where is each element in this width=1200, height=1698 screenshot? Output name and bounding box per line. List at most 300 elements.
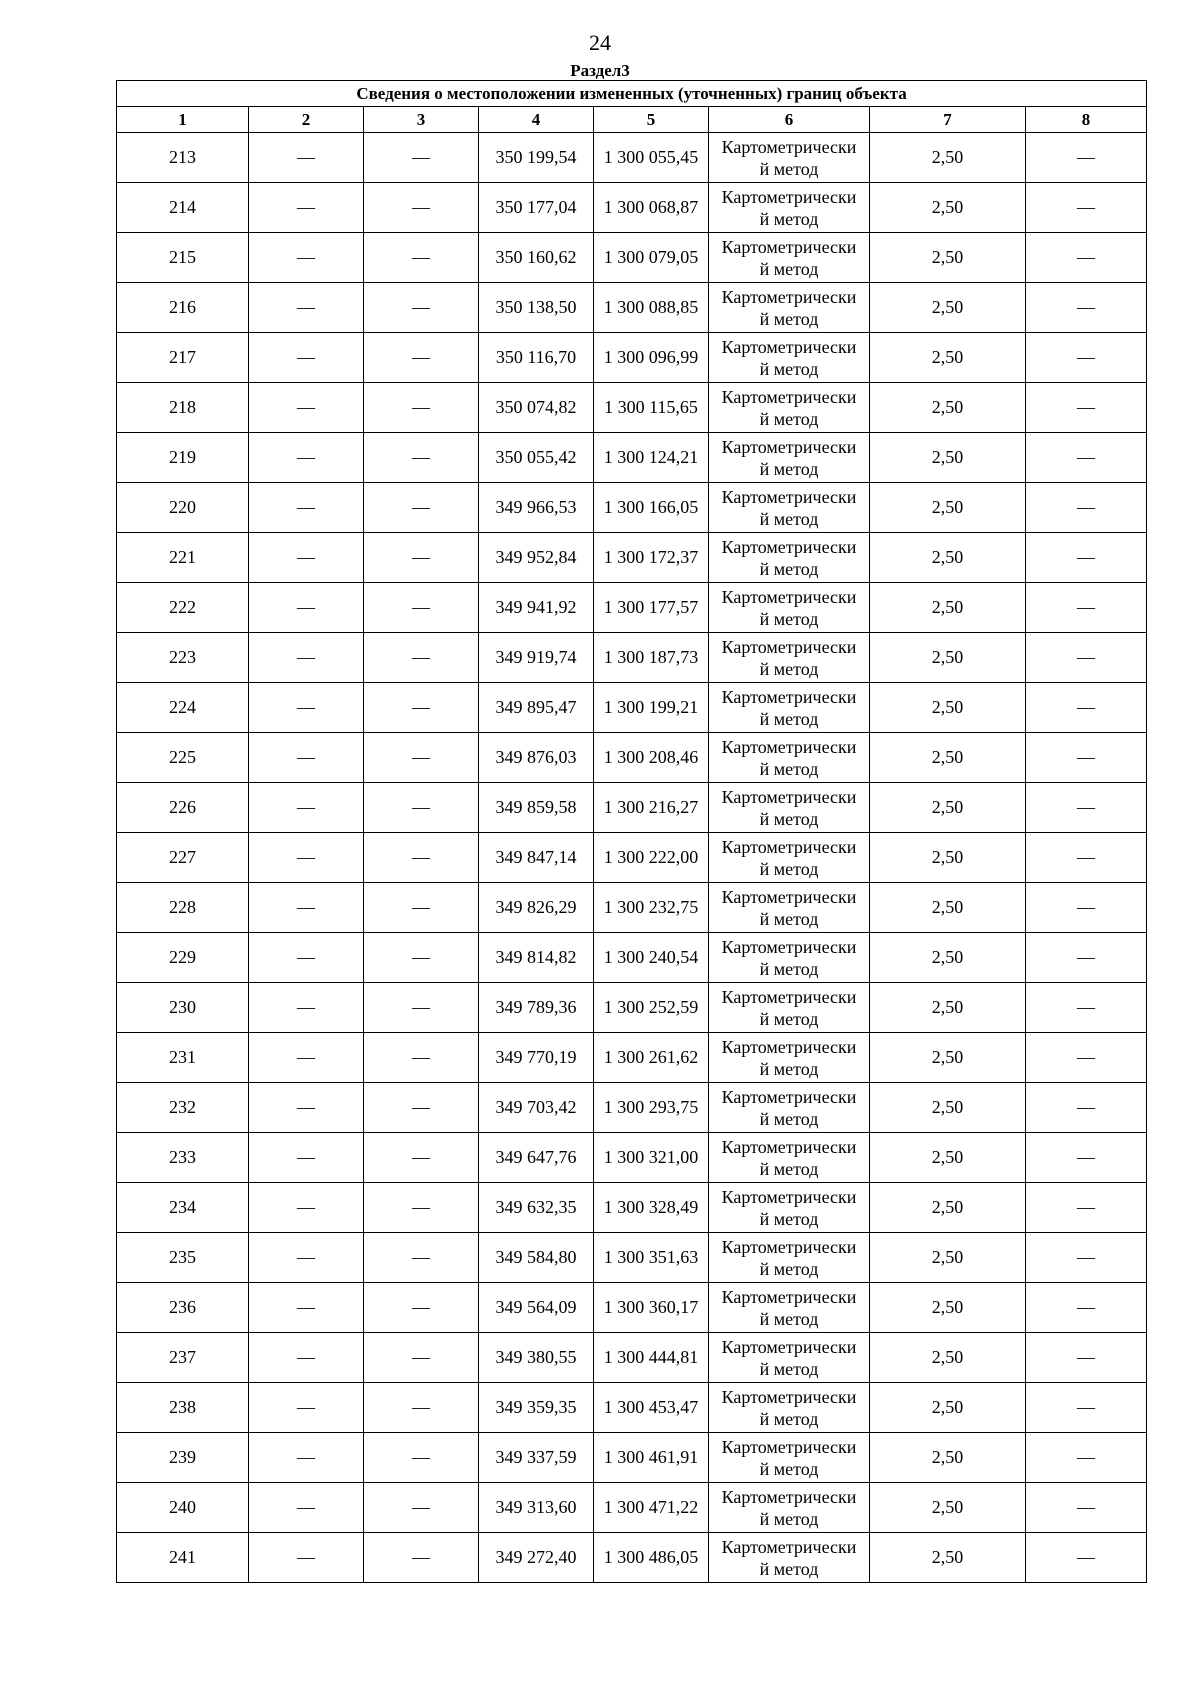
method-cell bbox=[709, 533, 870, 583]
method-text-line-1: Картометрически bbox=[721, 636, 857, 657]
coordinate-y-cell: 1 300 261,62 bbox=[594, 1033, 709, 1083]
coordinate-x-cell: 349 770,19 bbox=[479, 1033, 594, 1083]
column-3-cell: — bbox=[364, 133, 479, 183]
column-3-cell: — bbox=[364, 183, 479, 233]
table-row bbox=[117, 983, 1147, 1033]
accuracy-cell: 2,50 bbox=[870, 233, 1026, 283]
column-2-cell: — bbox=[249, 683, 364, 733]
coordinate-y-cell: 1 300 208,46 bbox=[594, 733, 709, 783]
method-text-line-1: Картометрически bbox=[721, 136, 857, 157]
coordinate-y-cell: 1 300 187,73 bbox=[594, 633, 709, 683]
method-text-line-2: й метод bbox=[759, 1358, 819, 1379]
column-3-cell: — bbox=[364, 1533, 479, 1583]
table-row bbox=[117, 583, 1147, 633]
coordinate-x-cell: 350 138,50 bbox=[479, 283, 594, 333]
coordinate-x-cell: 350 055,42 bbox=[479, 433, 594, 483]
coordinate-x-cell: 349 919,74 bbox=[479, 633, 594, 683]
column-3-cell: — bbox=[364, 283, 479, 333]
method-cell bbox=[709, 333, 870, 383]
column-8-cell: — bbox=[1026, 1533, 1147, 1583]
column-number: 7 bbox=[870, 107, 1026, 133]
coordinate-y-cell: 1 300 360,17 bbox=[594, 1283, 709, 1333]
point-number-cell: 214 bbox=[117, 183, 249, 233]
column-8-cell: — bbox=[1026, 1383, 1147, 1433]
table-row bbox=[117, 383, 1147, 433]
point-number-cell: 220 bbox=[117, 483, 249, 533]
point-number-cell: 221 bbox=[117, 533, 249, 583]
method-text-line-1: Картометрически bbox=[721, 286, 857, 307]
column-2-cell: — bbox=[249, 933, 364, 983]
coordinate-x-cell: 349 826,29 bbox=[479, 883, 594, 933]
method-cell bbox=[709, 383, 870, 433]
column-8-cell: — bbox=[1026, 183, 1147, 233]
method-cell bbox=[709, 583, 870, 633]
accuracy-cell: 2,50 bbox=[870, 683, 1026, 733]
method-text-line-2: й метод bbox=[759, 458, 819, 479]
coordinate-y-cell: 1 300 232,75 bbox=[594, 883, 709, 933]
table-row bbox=[117, 933, 1147, 983]
column-3-cell: — bbox=[364, 483, 479, 533]
column-3-cell: — bbox=[364, 1033, 479, 1083]
column-2-cell: — bbox=[249, 283, 364, 333]
table-caption-row bbox=[117, 81, 1147, 107]
accuracy-cell: 2,50 bbox=[870, 333, 1026, 383]
column-3-cell: — bbox=[364, 733, 479, 783]
accuracy-cell: 2,50 bbox=[870, 383, 1026, 433]
method-text-line-1: Картометрически bbox=[721, 1236, 857, 1257]
coordinate-y-cell: 1 300 055,45 bbox=[594, 133, 709, 183]
method-text-line-1: Картометрически bbox=[721, 1036, 857, 1057]
accuracy-cell: 2,50 bbox=[870, 133, 1026, 183]
coordinate-y-cell: 1 300 444,81 bbox=[594, 1333, 709, 1383]
page-number: 24 bbox=[589, 30, 611, 55]
method-cell bbox=[709, 433, 870, 483]
column-8-cell: — bbox=[1026, 333, 1147, 383]
column-numbers-row bbox=[117, 107, 1147, 133]
point-number-cell: 241 bbox=[117, 1533, 249, 1583]
column-3-cell: — bbox=[364, 383, 479, 433]
column-2-cell: — bbox=[249, 533, 364, 583]
point-number-cell: 223 bbox=[117, 633, 249, 683]
method-text-line-2: й метод bbox=[759, 1558, 819, 1579]
method-text-line-1: Картометрически bbox=[721, 436, 857, 457]
coordinate-x-cell: 349 337,59 bbox=[479, 1433, 594, 1483]
column-8-cell: — bbox=[1026, 1083, 1147, 1133]
column-2-cell: — bbox=[249, 1083, 364, 1133]
table-row bbox=[117, 1083, 1147, 1133]
coordinate-x-cell: 350 199,54 bbox=[479, 133, 594, 183]
table-row bbox=[117, 1133, 1147, 1183]
column-3-cell: — bbox=[364, 883, 479, 933]
method-text-line-2: й метод bbox=[759, 508, 819, 529]
method-text-line-1: Картометрически bbox=[721, 786, 857, 807]
point-number-cell: 225 bbox=[117, 733, 249, 783]
method-text-line-2: й метод bbox=[759, 1058, 819, 1079]
method-cell bbox=[709, 783, 870, 833]
coordinate-x-cell: 349 272,40 bbox=[479, 1533, 594, 1583]
accuracy-cell: 2,50 bbox=[870, 783, 1026, 833]
method-text-line-1: Картометрически bbox=[721, 586, 857, 607]
column-number: 3 bbox=[364, 107, 479, 133]
accuracy-cell: 2,50 bbox=[870, 633, 1026, 683]
column-8-cell: — bbox=[1026, 983, 1147, 1033]
point-number-cell: 236 bbox=[117, 1283, 249, 1333]
method-text-line-2: й метод bbox=[759, 808, 819, 829]
column-2-cell: — bbox=[249, 383, 364, 433]
coordinate-x-cell: 349 703,42 bbox=[479, 1083, 594, 1133]
column-3-cell: — bbox=[364, 1433, 479, 1483]
table-row bbox=[117, 1433, 1147, 1483]
method-text-line-2: й метод bbox=[759, 1458, 819, 1479]
column-8-cell: — bbox=[1026, 1233, 1147, 1283]
method-text-line-1: Картометрически bbox=[721, 886, 857, 907]
method-text-line-1: Картометрически bbox=[721, 1386, 857, 1407]
coordinate-x-cell: 349 847,14 bbox=[479, 833, 594, 883]
column-3-cell: — bbox=[364, 633, 479, 683]
method-text-line-2: й метод bbox=[759, 308, 819, 329]
method-text-line-1: Картометрически bbox=[721, 186, 857, 207]
point-number-cell: 213 bbox=[117, 133, 249, 183]
accuracy-cell: 2,50 bbox=[870, 1133, 1026, 1183]
coordinate-x-cell: 349 859,58 bbox=[479, 783, 594, 833]
column-2-cell: — bbox=[249, 133, 364, 183]
table-row bbox=[117, 433, 1147, 483]
method-cell bbox=[709, 483, 870, 533]
method-cell bbox=[709, 1133, 870, 1183]
column-3-cell: — bbox=[364, 983, 479, 1033]
coordinate-y-cell: 1 300 068,87 bbox=[594, 183, 709, 233]
method-text-line-2: й метод bbox=[759, 408, 819, 429]
method-text-line-2: й метод bbox=[759, 858, 819, 879]
column-number: 2 bbox=[249, 107, 364, 133]
table-row bbox=[117, 683, 1147, 733]
method-text-line-2: й метод bbox=[759, 1158, 819, 1179]
method-cell bbox=[709, 1533, 870, 1583]
coordinate-y-cell: 1 300 172,37 bbox=[594, 533, 709, 583]
column-2-cell: — bbox=[249, 1433, 364, 1483]
table-row bbox=[117, 1333, 1147, 1383]
table-row bbox=[117, 633, 1147, 683]
column-2-cell: — bbox=[249, 1333, 364, 1383]
table-row bbox=[117, 1483, 1147, 1533]
method-cell bbox=[709, 633, 870, 683]
column-8-cell: — bbox=[1026, 683, 1147, 733]
point-number-cell: 239 bbox=[117, 1433, 249, 1483]
coordinate-x-cell: 350 160,62 bbox=[479, 233, 594, 283]
coordinate-x-cell: 349 814,82 bbox=[479, 933, 594, 983]
coordinate-x-cell: 349 313,60 bbox=[479, 1483, 594, 1533]
point-number-cell: 224 bbox=[117, 683, 249, 733]
coordinate-x-cell: 349 876,03 bbox=[479, 733, 594, 783]
coordinate-y-cell: 1 300 351,63 bbox=[594, 1233, 709, 1283]
column-3-cell: — bbox=[364, 1283, 479, 1333]
coordinate-y-cell: 1 300 096,99 bbox=[594, 333, 709, 383]
method-text-line-2: й метод bbox=[759, 1008, 819, 1029]
accuracy-cell: 2,50 bbox=[870, 1183, 1026, 1233]
point-number-cell: 217 bbox=[117, 333, 249, 383]
table-row bbox=[117, 833, 1147, 883]
column-3-cell: — bbox=[364, 533, 479, 583]
point-number-cell: 226 bbox=[117, 783, 249, 833]
method-text-line-1: Картометрически bbox=[721, 1436, 857, 1457]
column-8-cell: — bbox=[1026, 483, 1147, 533]
section-title: Раздел3 bbox=[570, 61, 630, 80]
column-3-cell: — bbox=[364, 433, 479, 483]
method-text-line-1: Картометрически bbox=[721, 386, 857, 407]
method-cell bbox=[709, 1083, 870, 1133]
accuracy-cell: 2,50 bbox=[870, 1033, 1026, 1083]
coordinate-x-cell: 349 789,36 bbox=[479, 983, 594, 1033]
column-3-cell: — bbox=[364, 1133, 479, 1183]
table-row bbox=[117, 533, 1147, 583]
accuracy-cell: 2,50 bbox=[870, 1083, 1026, 1133]
table-row bbox=[117, 783, 1147, 833]
column-2-cell: — bbox=[249, 483, 364, 533]
method-cell bbox=[709, 833, 870, 883]
coordinate-x-cell: 349 359,35 bbox=[479, 1383, 594, 1433]
method-text-line-1: Картометрически bbox=[721, 1336, 857, 1357]
method-cell bbox=[709, 1033, 870, 1083]
point-number-cell: 215 bbox=[117, 233, 249, 283]
coordinate-x-cell: 349 380,55 bbox=[479, 1333, 594, 1383]
column-8-cell: — bbox=[1026, 283, 1147, 333]
method-cell bbox=[709, 1283, 870, 1333]
method-text-line-1: Картометрически bbox=[721, 736, 857, 757]
point-number-cell: 227 bbox=[117, 833, 249, 883]
method-text-line-1: Картометрически bbox=[721, 1186, 857, 1207]
table-row bbox=[117, 733, 1147, 783]
method-text-line-2: й метод bbox=[759, 158, 819, 179]
coordinate-y-cell: 1 300 166,05 bbox=[594, 483, 709, 533]
coordinate-y-cell: 1 300 252,59 bbox=[594, 983, 709, 1033]
column-3-cell: — bbox=[364, 333, 479, 383]
method-text-line-2: й метод bbox=[759, 1408, 819, 1429]
method-text-line-2: й метод bbox=[759, 708, 819, 729]
coordinate-x-cell: 350 116,70 bbox=[479, 333, 594, 383]
coordinate-y-cell: 1 300 222,00 bbox=[594, 833, 709, 883]
coordinate-y-cell: 1 300 293,75 bbox=[594, 1083, 709, 1133]
accuracy-cell: 2,50 bbox=[870, 883, 1026, 933]
point-number-cell: 216 bbox=[117, 283, 249, 333]
column-3-cell: — bbox=[364, 1333, 479, 1383]
column-2-cell: — bbox=[249, 883, 364, 933]
column-2-cell: — bbox=[249, 1533, 364, 1583]
column-3-cell: — bbox=[364, 683, 479, 733]
method-text-line-2: й метод bbox=[759, 958, 819, 979]
coordinates-table bbox=[116, 80, 1147, 1583]
coordinate-x-cell: 349 895,47 bbox=[479, 683, 594, 733]
accuracy-cell: 2,50 bbox=[870, 1283, 1026, 1333]
column-8-cell: — bbox=[1026, 583, 1147, 633]
column-8-cell: — bbox=[1026, 1133, 1147, 1183]
column-8-cell: — bbox=[1026, 1333, 1147, 1383]
column-8-cell: — bbox=[1026, 433, 1147, 483]
method-text-line-2: й метод bbox=[759, 1308, 819, 1329]
method-text-line-2: й метод bbox=[759, 658, 819, 679]
table-row bbox=[117, 133, 1147, 183]
method-cell bbox=[709, 1183, 870, 1233]
accuracy-cell: 2,50 bbox=[870, 283, 1026, 333]
column-number: 1 bbox=[117, 107, 249, 133]
table-row bbox=[117, 333, 1147, 383]
accuracy-cell: 2,50 bbox=[870, 433, 1026, 483]
column-3-cell: — bbox=[364, 233, 479, 283]
coordinate-y-cell: 1 300 453,47 bbox=[594, 1383, 709, 1433]
method-text-line-2: й метод bbox=[759, 608, 819, 629]
method-cell bbox=[709, 133, 870, 183]
column-2-cell: — bbox=[249, 733, 364, 783]
method-text-line-1: Картометрически bbox=[721, 686, 857, 707]
table-row bbox=[117, 1533, 1147, 1583]
coordinate-y-cell: 1 300 486,05 bbox=[594, 1533, 709, 1583]
column-8-cell: — bbox=[1026, 933, 1147, 983]
method-cell bbox=[709, 233, 870, 283]
method-text-line-1: Картометрически bbox=[721, 236, 857, 257]
method-cell bbox=[709, 1383, 870, 1433]
column-8-cell: — bbox=[1026, 633, 1147, 683]
point-number-cell: 230 bbox=[117, 983, 249, 1033]
column-2-cell: — bbox=[249, 433, 364, 483]
coordinate-y-cell: 1 300 124,21 bbox=[594, 433, 709, 483]
coordinate-x-cell: 349 584,80 bbox=[479, 1233, 594, 1283]
point-number-cell: 228 bbox=[117, 883, 249, 933]
table-row bbox=[117, 883, 1147, 933]
method-text-line-2: й метод bbox=[759, 1108, 819, 1129]
column-3-cell: — bbox=[364, 833, 479, 883]
column-8-cell: — bbox=[1026, 133, 1147, 183]
method-cell bbox=[709, 1433, 870, 1483]
column-3-cell: — bbox=[364, 1233, 479, 1283]
column-2-cell: — bbox=[249, 1183, 364, 1233]
method-cell bbox=[709, 933, 870, 983]
column-3-cell: — bbox=[364, 783, 479, 833]
coordinate-x-cell: 349 647,76 bbox=[479, 1133, 594, 1183]
table-row bbox=[117, 283, 1147, 333]
method-cell bbox=[709, 1483, 870, 1533]
coordinate-y-cell: 1 300 461,91 bbox=[594, 1433, 709, 1483]
column-number: 4 bbox=[479, 107, 594, 133]
coordinate-x-cell: 349 941,92 bbox=[479, 583, 594, 633]
table-row bbox=[117, 1283, 1147, 1333]
column-8-cell: — bbox=[1026, 1283, 1147, 1333]
column-3-cell: — bbox=[364, 1083, 479, 1133]
method-text-line-1: Картометрически bbox=[721, 1286, 857, 1307]
method-text-line-1: Картометрически bbox=[721, 1536, 857, 1557]
coordinate-x-cell: 350 177,04 bbox=[479, 183, 594, 233]
method-text-line-1: Картометрически bbox=[721, 336, 857, 357]
column-number: 6 bbox=[709, 107, 870, 133]
column-2-cell: — bbox=[249, 1233, 364, 1283]
coordinate-x-cell: 350 074,82 bbox=[479, 383, 594, 433]
method-cell bbox=[709, 983, 870, 1033]
method-cell bbox=[709, 1233, 870, 1283]
method-text-line-1: Картометрически bbox=[721, 1486, 857, 1507]
point-number-cell: 240 bbox=[117, 1483, 249, 1533]
accuracy-cell: 2,50 bbox=[870, 1333, 1026, 1383]
method-text-line-2: й метод bbox=[759, 358, 819, 379]
method-cell bbox=[709, 733, 870, 783]
point-number-cell: 232 bbox=[117, 1083, 249, 1133]
column-8-cell: — bbox=[1026, 533, 1147, 583]
column-3-cell: — bbox=[364, 583, 479, 633]
column-2-cell: — bbox=[249, 633, 364, 683]
accuracy-cell: 2,50 bbox=[870, 483, 1026, 533]
accuracy-cell: 2,50 bbox=[870, 1533, 1026, 1583]
method-cell bbox=[709, 883, 870, 933]
table-row bbox=[117, 1233, 1147, 1283]
method-text-line-2: й метод bbox=[759, 1508, 819, 1529]
table-row bbox=[117, 1383, 1147, 1433]
accuracy-cell: 2,50 bbox=[870, 733, 1026, 783]
coordinate-y-cell: 1 300 321,00 bbox=[594, 1133, 709, 1183]
point-number-cell: 229 bbox=[117, 933, 249, 983]
table-row bbox=[117, 183, 1147, 233]
table-row bbox=[117, 1033, 1147, 1083]
coordinate-y-cell: 1 300 177,57 bbox=[594, 583, 709, 633]
accuracy-cell: 2,50 bbox=[870, 1233, 1026, 1283]
column-3-cell: — bbox=[364, 1483, 479, 1533]
coordinate-y-cell: 1 300 079,05 bbox=[594, 233, 709, 283]
coordinate-y-cell: 1 300 471,22 bbox=[594, 1483, 709, 1533]
coordinate-y-cell: 1 300 088,85 bbox=[594, 283, 709, 333]
method-text-line-1: Картометрически bbox=[721, 1086, 857, 1107]
column-2-cell: — bbox=[249, 333, 364, 383]
point-number-cell: 234 bbox=[117, 1183, 249, 1233]
accuracy-cell: 2,50 bbox=[870, 183, 1026, 233]
column-8-cell: — bbox=[1026, 883, 1147, 933]
point-number-cell: 222 bbox=[117, 583, 249, 633]
coordinate-x-cell: 349 564,09 bbox=[479, 1283, 594, 1333]
accuracy-cell: 2,50 bbox=[870, 1383, 1026, 1433]
method-text-line-2: й метод bbox=[759, 758, 819, 779]
point-number-cell: 231 bbox=[117, 1033, 249, 1083]
table-row bbox=[117, 233, 1147, 283]
point-number-cell: 235 bbox=[117, 1233, 249, 1283]
point-number-cell: 219 bbox=[117, 433, 249, 483]
accuracy-cell: 2,50 bbox=[870, 1433, 1026, 1483]
coordinate-y-cell: 1 300 328,49 bbox=[594, 1183, 709, 1233]
method-text-line-1: Картометрически bbox=[721, 836, 857, 857]
accuracy-cell: 2,50 bbox=[870, 1483, 1026, 1533]
method-text-line-1: Картометрически bbox=[721, 1136, 857, 1157]
table-caption: Сведения о местоположении измененных (уточненных) границ объекта bbox=[117, 81, 1147, 107]
column-2-cell: — bbox=[249, 1133, 364, 1183]
column-2-cell: — bbox=[249, 183, 364, 233]
method-cell bbox=[709, 283, 870, 333]
method-cell bbox=[709, 1333, 870, 1383]
table-row bbox=[117, 483, 1147, 533]
column-8-cell: — bbox=[1026, 733, 1147, 783]
coordinate-y-cell: 1 300 115,65 bbox=[594, 383, 709, 433]
method-text-line-1: Картометрически bbox=[721, 986, 857, 1007]
point-number-cell: 238 bbox=[117, 1383, 249, 1433]
coordinate-x-cell: 349 632,35 bbox=[479, 1183, 594, 1233]
column-2-cell: — bbox=[249, 1283, 364, 1333]
column-8-cell: — bbox=[1026, 1433, 1147, 1483]
coordinate-y-cell: 1 300 216,27 bbox=[594, 783, 709, 833]
coordinate-x-cell: 349 952,84 bbox=[479, 533, 594, 583]
column-number: 8 bbox=[1026, 107, 1147, 133]
column-2-cell: — bbox=[249, 783, 364, 833]
accuracy-cell: 2,50 bbox=[870, 533, 1026, 583]
column-2-cell: — bbox=[249, 983, 364, 1033]
column-3-cell: — bbox=[364, 1383, 479, 1433]
method-text-line-2: й метод bbox=[759, 558, 819, 579]
accuracy-cell: 2,50 bbox=[870, 933, 1026, 983]
method-text-line-2: й метод bbox=[759, 208, 819, 229]
point-number-cell: 237 bbox=[117, 1333, 249, 1383]
column-3-cell: — bbox=[364, 933, 479, 983]
